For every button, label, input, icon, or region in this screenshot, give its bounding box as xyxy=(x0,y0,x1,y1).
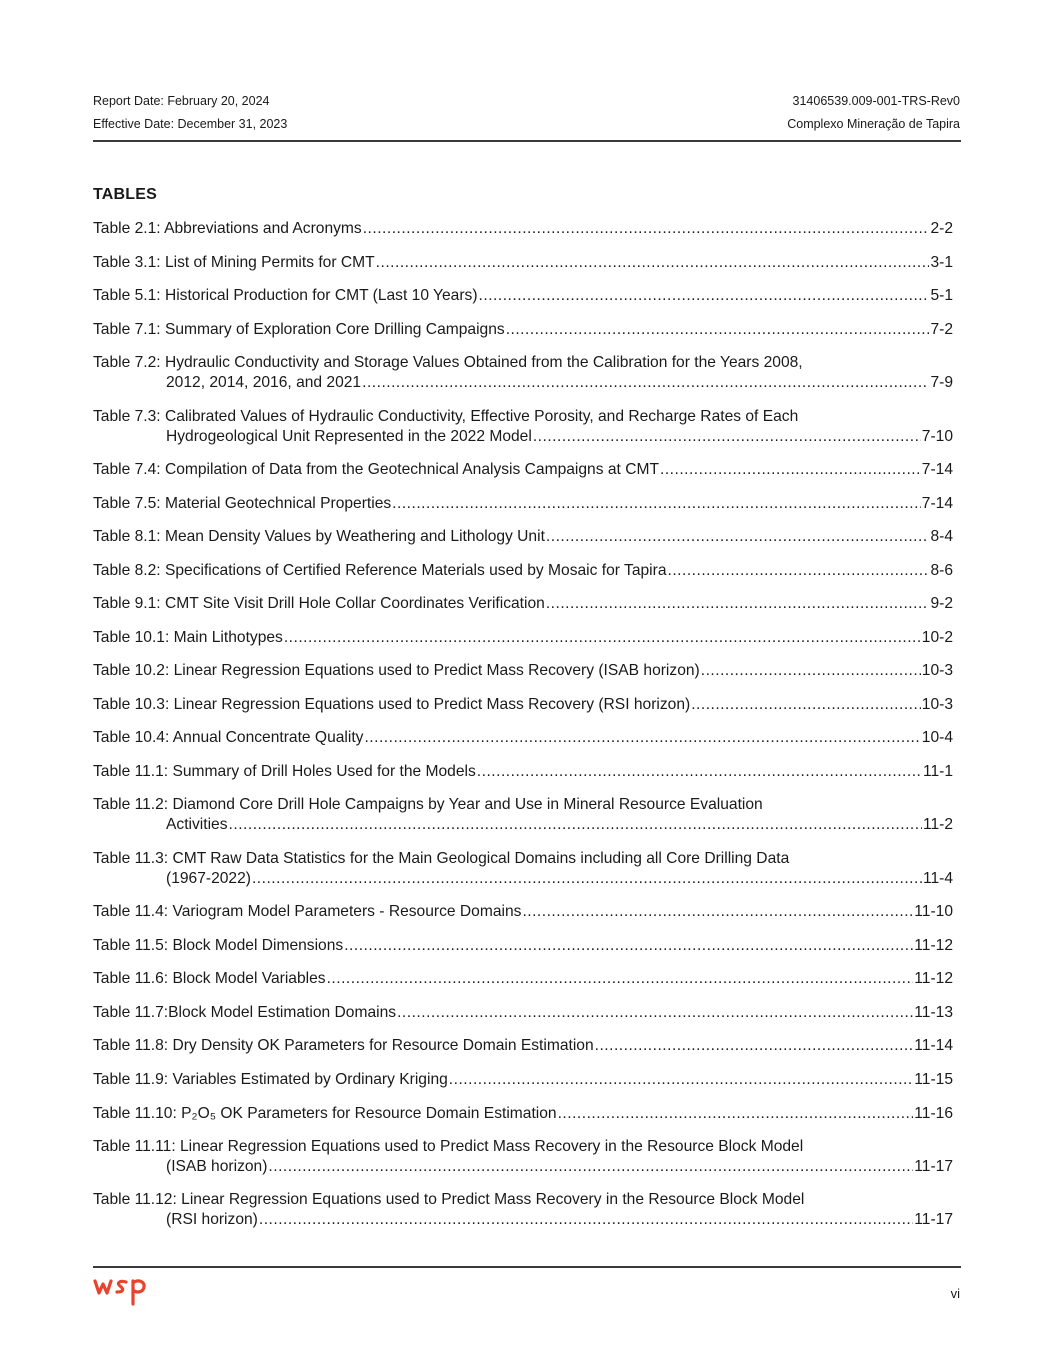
toc-entry-title: Table 2.1: Abbreviations and Acronyms xyxy=(93,220,362,237)
dot-leader xyxy=(522,902,913,922)
toc-entry-page: 11-16 xyxy=(914,1104,953,1122)
toc-entry-title: Table 10.3: Linear Regression Equations used to Predict Mass Recovery (RSI horizon) xyxy=(93,695,691,713)
toc-entry-page: 7-14 xyxy=(921,460,953,478)
toc-entry[interactable] xyxy=(93,460,953,480)
toc-entry-title-continued: Activities xyxy=(166,816,228,834)
dot-leader xyxy=(533,427,921,447)
toc-entry-page: 10-3 xyxy=(921,695,953,713)
toc-entry[interactable] xyxy=(93,253,953,273)
toc-entry-title: Table 7.5: Material Geotechnical Properties xyxy=(93,494,392,512)
dot-leader xyxy=(327,969,914,989)
toc-entry-title: Table 11.12: Linear Regression Equations used to Predict Mass Recovery in the Resource Block Model xyxy=(93,1191,805,1209)
toc-entry-title: Table 11.11: Linear Regression Equations used to Predict Mass Recovery in the Resource Block Model xyxy=(93,1138,804,1156)
section-title: TABLES xyxy=(93,186,158,203)
toc-entry-title: Table 7.1: Summary of Exploration Core Drilling Campaigns xyxy=(93,320,505,338)
dot-leader xyxy=(595,1036,914,1056)
dot-leader xyxy=(546,527,930,547)
dot-leader xyxy=(364,728,920,748)
toc-entry-title-continued: (ISAB horizon) xyxy=(166,1158,268,1176)
dot-leader xyxy=(259,1210,913,1230)
toc-entry-title: Table 11.9: Variables Estimated by Ordinary Kriging xyxy=(93,1070,448,1088)
toc-entry-page: 9-2 xyxy=(930,595,953,613)
toc-entry-page: 7-14 xyxy=(921,494,953,512)
toc-entry-page: 10-2 xyxy=(921,628,953,646)
toc-entry-title: Table 11.3: CMT Raw Data Statistics for the Main Geological Domains including all Core Drilling Data xyxy=(93,849,790,867)
toc-entry-page: 11-13 xyxy=(914,1003,953,1021)
toc-entry[interactable] xyxy=(93,661,953,681)
toc-entry-page: 11-2 xyxy=(922,816,953,834)
toc-entry[interactable] xyxy=(93,969,953,989)
toc-entry[interactable] xyxy=(93,286,953,306)
table-of-tables xyxy=(93,219,953,1244)
toc-entry-page: 11-12 xyxy=(914,970,953,988)
toc-entry-title: Table 11.5: Block Model Dimensions xyxy=(93,936,344,954)
toc-entry[interactable] xyxy=(93,561,953,581)
dot-leader xyxy=(449,1070,913,1090)
toc-entry-title: Table 7.3: Calibrated Values of Hydraulic Conductivity, Effective Porosity, and Recharge Rates of Each xyxy=(93,407,799,425)
dot-leader xyxy=(691,695,921,715)
toc-entry-title: Table 10.2: Linear Regression Equations used to Predict Mass Recovery (ISAB horizon) xyxy=(93,662,700,680)
dot-leader xyxy=(363,219,930,239)
dot-leader xyxy=(284,628,921,648)
toc-entry[interactable] xyxy=(93,353,953,393)
toc-entry[interactable] xyxy=(93,695,953,715)
toc-entry-title: Table 7.4: Compilation of Data from the Geotechnical Analysis Campaigns at CMT xyxy=(93,460,659,478)
toc-entry-title: Table 11.4: Variogram Model Parameters - Resource Domains xyxy=(93,903,522,921)
toc-entry[interactable] xyxy=(93,1190,953,1230)
toc-entry[interactable] xyxy=(93,1036,953,1056)
dot-leader xyxy=(558,1104,914,1124)
toc-entry[interactable] xyxy=(93,936,953,956)
toc-entry-page: 8-4 xyxy=(930,528,953,546)
toc-entry-title: Table 3.1: List of Mining Permits for CMT xyxy=(93,253,375,271)
toc-entry-page: 5-1 xyxy=(930,287,953,305)
toc-entry-title: Table 8.2: Specifications of Certified Reference Materials used by Mosaic for Tapira xyxy=(93,561,667,579)
dot-leader xyxy=(660,460,921,480)
dot-leader xyxy=(668,561,930,581)
toc-entry-page: 11-14 xyxy=(914,1037,953,1055)
toc-entry[interactable] xyxy=(93,494,953,514)
toc-entry[interactable] xyxy=(93,527,953,547)
toc-entry-title: Table 11.10: P₂O₅ OK Parameters for Resource Domain Estimation xyxy=(93,1104,557,1122)
toc-entry-title: Table 11.8: Dry Density OK Parameters for Resource Domain Estimation xyxy=(93,1037,594,1055)
toc-entry[interactable] xyxy=(93,320,953,340)
dot-leader xyxy=(229,815,922,835)
dot-leader xyxy=(344,936,913,956)
header-divider xyxy=(93,140,961,142)
document-number: 31406539.009-001-TRS-Rev0 xyxy=(792,94,960,108)
dot-leader xyxy=(362,373,929,393)
toc-entry-page: 11-10 xyxy=(914,903,953,921)
toc-entry-title: Table 7.2: Hydraulic Conductivity and Storage Values Obtained from the Calibration for the Years 2008, xyxy=(93,354,803,372)
toc-entry[interactable] xyxy=(93,795,953,835)
toc-entry[interactable] xyxy=(93,407,953,447)
toc-entry-title: Table 10.4: Annual Concentrate Quality xyxy=(93,729,364,747)
toc-entry-title: Table 8.1: Mean Density Values by Weathering and Lithology Unit xyxy=(93,528,545,546)
toc-entry-page: 11-17 xyxy=(914,1211,953,1229)
toc-entry[interactable] xyxy=(93,1104,953,1124)
toc-entry-title-continued: (RSI horizon) xyxy=(166,1211,258,1229)
toc-entry-page: 8-6 xyxy=(930,561,953,579)
toc-entry[interactable] xyxy=(93,762,953,782)
footer-divider xyxy=(93,1266,961,1268)
dot-leader xyxy=(252,869,922,889)
toc-entry-title: Table 11.7:Block Model Estimation Domains xyxy=(93,1003,397,1021)
project-name: Complexo Mineração de Tapira xyxy=(787,117,960,131)
toc-entry-page: 7-2 xyxy=(930,320,953,338)
toc-entry-page: 11-15 xyxy=(914,1070,953,1088)
toc-entry-page: 10-3 xyxy=(921,662,953,680)
toc-entry-title-continued: (1967-2022) xyxy=(166,869,251,887)
toc-entry-title: Table 9.1: CMT Site Visit Drill Hole Collar Coordinates Verification xyxy=(93,595,545,613)
dot-leader xyxy=(546,594,930,614)
toc-entry-page: 11-17 xyxy=(914,1158,953,1176)
toc-entry-page: 10-4 xyxy=(921,729,953,747)
dot-leader xyxy=(506,320,930,340)
dot-leader xyxy=(392,494,921,514)
wsp-logo xyxy=(93,1273,157,1307)
toc-entry-title-continued: 2012, 2014, 2016, and 2021 xyxy=(166,374,362,392)
page-number: vi xyxy=(950,1286,960,1301)
toc-entry-page: 7-10 xyxy=(921,427,953,445)
toc-entry-title-continued: Hydrogeological Unit Represented in the 2022 Model xyxy=(166,427,532,445)
toc-entry[interactable] xyxy=(93,1003,953,1023)
toc-entry[interactable] xyxy=(93,628,953,648)
toc-entry[interactable] xyxy=(93,1070,953,1090)
dot-leader xyxy=(479,286,930,306)
toc-entry[interactable] xyxy=(93,1137,953,1177)
toc-entry-page: 2-2 xyxy=(930,220,953,237)
toc-entry-page: 11-12 xyxy=(914,936,953,954)
toc-entry-title: Table 11.2: Diamond Core Drill Hole Campaigns by Year and Use in Mineral Resource Evaluation xyxy=(93,796,763,814)
toc-entry[interactable] xyxy=(93,728,953,748)
dot-leader xyxy=(477,762,922,782)
toc-entry-page: 11-4 xyxy=(922,869,953,887)
toc-entry-title: Table 10.1: Main Lithotypes xyxy=(93,628,283,646)
toc-entry-page: 3-1 xyxy=(930,253,953,271)
report-date: Report Date: February 20, 2024 xyxy=(93,94,270,108)
toc-entry[interactable] xyxy=(93,849,953,889)
dot-leader xyxy=(397,1003,913,1023)
toc-entry[interactable] xyxy=(93,594,953,614)
dot-leader xyxy=(376,253,930,273)
toc-entry-title: Table 11.1: Summary of Drill Holes Used for the Models xyxy=(93,762,476,780)
toc-entry-title: Table 5.1: Historical Production for CMT (Last 10 Years) xyxy=(93,287,478,305)
toc-entry-page: 7-9 xyxy=(930,374,953,392)
effective-date: Effective Date: December 31, 2023 xyxy=(93,117,288,131)
toc-entry[interactable] xyxy=(93,219,953,239)
dot-leader xyxy=(701,661,921,681)
dot-leader xyxy=(268,1157,913,1177)
toc-entry-title: Table 11.6: Block Model Variables xyxy=(93,970,326,988)
toc-entry-page: 11-1 xyxy=(922,762,953,780)
toc-entry[interactable] xyxy=(93,902,953,922)
